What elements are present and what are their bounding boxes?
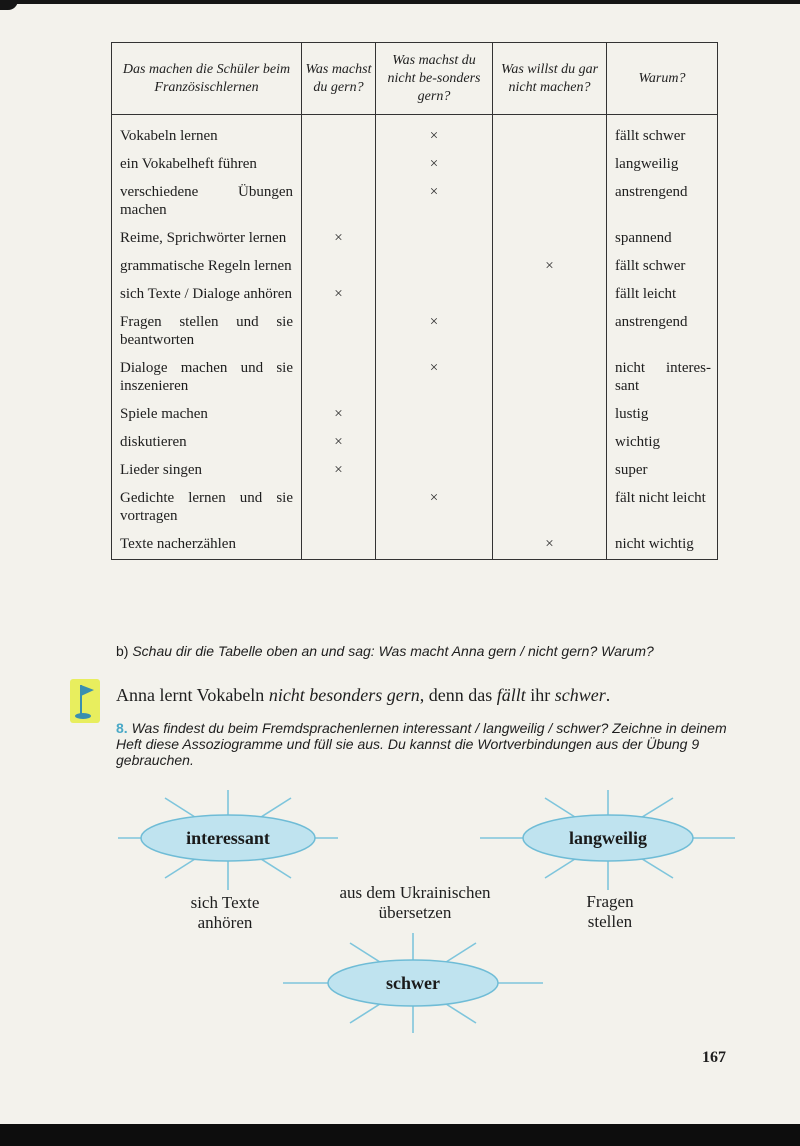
word-fragen-stellen bbox=[560, 892, 660, 932]
nicht-besonders-cell bbox=[376, 282, 493, 310]
warum-cell: lustig bbox=[607, 402, 718, 430]
gern-cell: × bbox=[302, 282, 376, 310]
activity-cell: Fragen stellen und sie beantworten bbox=[112, 310, 302, 356]
table-row bbox=[112, 152, 718, 180]
activity-cell: verschiedene Übungen machen bbox=[112, 180, 302, 226]
task-8-text: Was findest du beim Fremdsprachenlernen interessant / langweilig / schwer? Zeichne in deinem Heft diese Assoziogramme und füll sie aus. Du kannst die Wortverbindungen aus der Übung 9 gebrauchen. bbox=[116, 720, 727, 768]
header-activities: Das machen die Schüler beim Französischlernen bbox=[112, 43, 302, 115]
word-sich-texte bbox=[160, 893, 290, 933]
nicht-besonders-cell bbox=[376, 458, 493, 486]
gar-nicht-cell bbox=[493, 282, 607, 310]
top-edge bbox=[0, 0, 800, 4]
warum-cell: spannend bbox=[607, 226, 718, 254]
table-row bbox=[112, 402, 718, 430]
nicht-besonders-cell bbox=[376, 430, 493, 458]
association-diagrams bbox=[0, 780, 800, 1050]
warum-cell: fällt schwer bbox=[607, 115, 718, 153]
header-gern: Was machst du gern? bbox=[302, 43, 376, 115]
example-part4: . bbox=[605, 685, 611, 705]
table-row bbox=[112, 458, 718, 486]
task-b-text: Schau dir die Tabelle oben an und sag: Was macht Anna gern / nicht gern? Warum? bbox=[132, 643, 654, 659]
activity-cell: diskutieren bbox=[112, 430, 302, 458]
activity-cell: Lieder singen bbox=[112, 458, 302, 486]
gar-nicht-cell bbox=[493, 486, 607, 532]
gar-nicht-cell bbox=[493, 152, 607, 180]
task-b bbox=[116, 643, 736, 659]
gern-cell bbox=[302, 180, 376, 226]
gar-nicht-cell bbox=[493, 180, 607, 226]
activity-cell: Reime, Sprichwörter lernen bbox=[112, 226, 302, 254]
activities-table bbox=[111, 42, 718, 560]
gern-cell bbox=[302, 254, 376, 282]
gern-cell bbox=[302, 152, 376, 180]
page-number: 167 bbox=[702, 1049, 726, 1066]
corner-mark bbox=[0, 0, 18, 10]
gar-nicht-cell bbox=[493, 402, 607, 430]
activity-cell: sich Texte / Dialoge anhören bbox=[112, 282, 302, 310]
word-uebersetzen bbox=[310, 883, 520, 923]
warum-cell: super bbox=[607, 458, 718, 486]
gern-cell: × bbox=[302, 458, 376, 486]
nicht-besonders-cell bbox=[376, 532, 493, 560]
activity-cell: Texte nacherzählen bbox=[112, 532, 302, 560]
activity-cell: Vokabeln lernen bbox=[112, 115, 302, 153]
table-row bbox=[112, 486, 718, 532]
table-row bbox=[112, 226, 718, 254]
nicht-besonders-cell bbox=[376, 226, 493, 254]
gern-cell bbox=[302, 310, 376, 356]
nicht-besonders-cell: × bbox=[376, 152, 493, 180]
table-row bbox=[112, 310, 718, 356]
header-nicht-besonders: Was machst du nicht be-sonders gern? bbox=[376, 43, 493, 115]
word-sich-texte-line1: sich Texte bbox=[190, 893, 260, 912]
nicht-besonders-cell: × bbox=[376, 486, 493, 532]
activity-cell: grammatische Regeln lernen bbox=[112, 254, 302, 282]
word-sich-texte-line2: anhören bbox=[197, 913, 253, 932]
gern-cell: × bbox=[302, 226, 376, 254]
flag-icon bbox=[70, 679, 100, 723]
nicht-besonders-cell bbox=[376, 402, 493, 430]
gar-nicht-cell bbox=[493, 356, 607, 402]
warum-cell: fält nicht leicht bbox=[607, 486, 718, 532]
gern-cell: × bbox=[302, 402, 376, 430]
word-fragen-stellen-line2: stellen bbox=[587, 912, 633, 931]
gern-cell bbox=[302, 115, 376, 153]
bottom-edge bbox=[0, 1124, 800, 1146]
table-row bbox=[112, 282, 718, 310]
header-warum: Warum? bbox=[607, 43, 718, 115]
task-8-number: 8. bbox=[116, 720, 128, 736]
example-part2: , denn das bbox=[419, 685, 497, 705]
warum-cell: fällt schwer bbox=[607, 254, 718, 282]
example-part3: ihr bbox=[525, 685, 555, 705]
gar-nicht-cell bbox=[493, 226, 607, 254]
activity-cell: Gedichte lernen und sie vortragen bbox=[112, 486, 302, 532]
warum-cell: fällt leicht bbox=[607, 282, 718, 310]
gern-cell: × bbox=[302, 430, 376, 458]
header-gar-nicht: Was willst du gar nicht machen? bbox=[493, 43, 607, 115]
gern-cell bbox=[302, 486, 376, 532]
table-header-row bbox=[112, 43, 718, 115]
nicht-besonders-cell: × bbox=[376, 356, 493, 402]
table-row bbox=[112, 115, 718, 153]
nicht-besonders-cell: × bbox=[376, 310, 493, 356]
task-8 bbox=[116, 720, 742, 768]
gern-cell bbox=[302, 356, 376, 402]
bubble-label-schwer: schwer bbox=[386, 973, 440, 993]
gar-nicht-cell: × bbox=[493, 532, 607, 560]
gern-cell bbox=[302, 532, 376, 560]
warum-cell: langweilig bbox=[607, 152, 718, 180]
warum-cell: nicht wichtig bbox=[607, 532, 718, 560]
warum-cell: anstrengend bbox=[607, 180, 718, 226]
activity-cell: Spiele machen bbox=[112, 402, 302, 430]
example-part1: Anna lernt Vokabeln bbox=[116, 685, 269, 705]
warum-cell: wichtig bbox=[607, 430, 718, 458]
word-uebersetzen-line2: übersetzen bbox=[378, 903, 452, 922]
gar-nicht-cell bbox=[493, 115, 607, 153]
activity-cell: ein Vokabelheft führen bbox=[112, 152, 302, 180]
example-emph3: schwer bbox=[554, 685, 606, 705]
warum-cell: nicht interes-sant bbox=[607, 356, 718, 402]
gar-nicht-cell bbox=[493, 458, 607, 486]
nicht-besonders-cell: × bbox=[376, 115, 493, 153]
word-fragen-stellen-line1: Fragen bbox=[586, 892, 634, 911]
nicht-besonders-cell: × bbox=[376, 180, 493, 226]
table-row bbox=[112, 254, 718, 282]
example-emph2: fällt bbox=[496, 685, 526, 705]
nicht-besonders-cell bbox=[376, 254, 493, 282]
table-row bbox=[112, 180, 718, 226]
word-uebersetzen-line1: aus dem Ukrainischen bbox=[339, 883, 491, 902]
table-row bbox=[112, 356, 718, 402]
gar-nicht-cell bbox=[493, 430, 607, 458]
activity-cell: Dialoge machen und sie inszenieren bbox=[112, 356, 302, 402]
task-b-label: b) bbox=[116, 643, 129, 659]
gar-nicht-cell bbox=[493, 310, 607, 356]
gar-nicht-cell: × bbox=[493, 254, 607, 282]
table-row bbox=[112, 532, 718, 560]
bubble-label-interessant: interessant bbox=[186, 828, 270, 848]
example-emph1: nicht besonders gern bbox=[268, 685, 420, 705]
table-row bbox=[112, 430, 718, 458]
warum-cell: anstrengend bbox=[607, 310, 718, 356]
bubble-label-langweilig: langweilig bbox=[568, 828, 647, 848]
example-sentence bbox=[116, 684, 736, 706]
